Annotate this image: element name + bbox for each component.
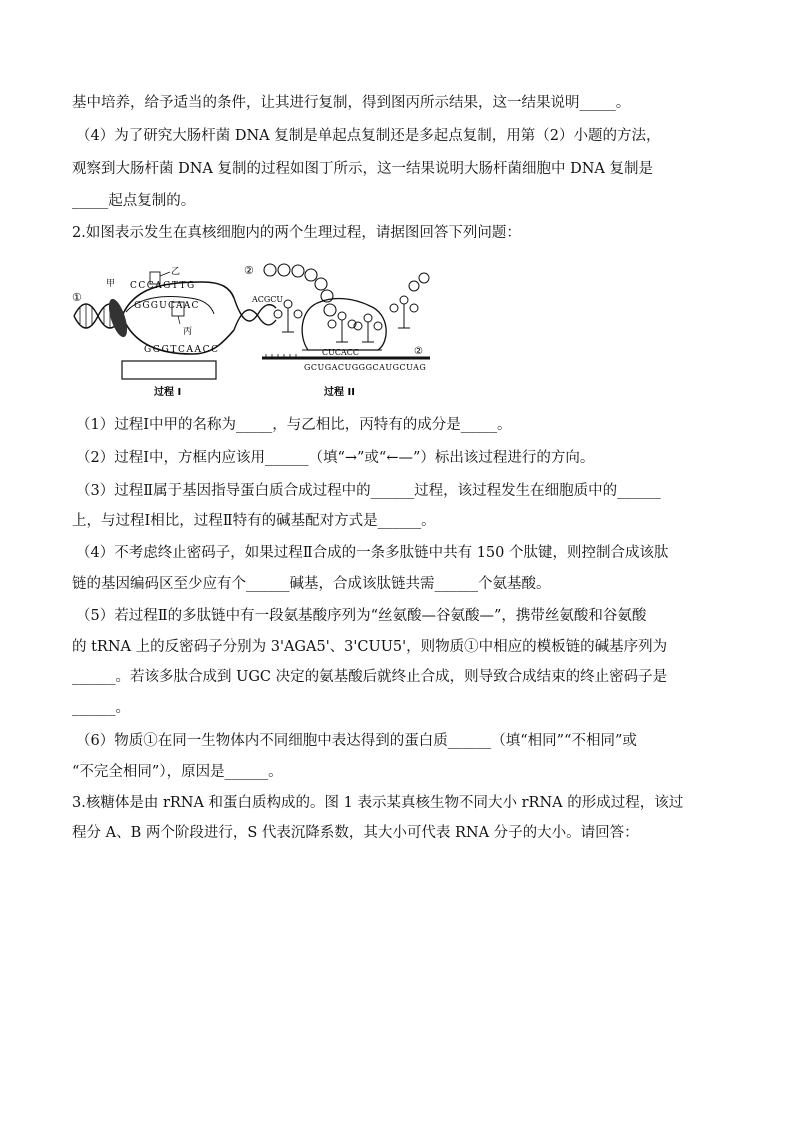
text-line-2: （4）为了研究大肠杆菌 DNA 复制是单起点复制还是多起点复制，用第（2）小题的方法， [76,128,661,144]
codon-sequence: CUCACC [322,348,360,357]
question-2-5-line-2: 的 tRNA 上的反密码子分别为 3'AGA5'、3'CUU5'，则物质①中相应的模板链的碱基序列为 [72,639,668,655]
question-3-line-1: 3.核糖体是由 rRNA 和蛋白质构成的。图 1 表示某真核生物不同大小 rRNA 的形成过程，该过 [72,795,684,811]
label-jia: 甲 [106,279,116,289]
question-2-5-line-1: （5）若过程Ⅱ的多肽链中有一段氨基酸序列为“丝氨酸—谷氨酸—”，携带丝氨酸和谷氨酸 [76,608,647,624]
caption-process-1: 过程 I [154,387,182,398]
caption-process-2: 过程 II [324,387,355,398]
label-yi: 乙 [171,267,181,277]
question-2-2: （2）过程Ⅰ中，方框内应该用______（填“→”或“←—”）标出该过程进行的方向。 [76,450,595,466]
label-1: ① [72,291,82,304]
right-sequence: ACGCU [252,295,284,304]
dna-bottom-sequence: GGGTCAACC [144,345,220,355]
question-2-6-line-2: “不完全相同”），原因是______。 [72,764,283,780]
question-2-3-line-1: （3）过程Ⅱ属于基因指导蛋白质合成过程中的______过程，该过程发生在细胞质中的______ [76,483,661,499]
text-line-1: 基中培养，给予适当的条件，让其进行复制，得到图丙所示结果，这一结果说明_____。 [72,95,631,111]
question-2-4-line-2: 链的基因编码区至少应有个______碱基，合成该肽链共需______个氨基酸。 [72,576,551,592]
label-2b: ② [414,346,423,357]
rna-sequence: GGGUCAAC [134,301,200,311]
dna-transcription-translation-figure [72,258,442,408]
label-2: ② [244,264,254,277]
question-2-intro: 2.如图表示发生在真核细胞内的两个生理过程，请据图回答下列问题： [72,225,521,241]
dna-top-sequence: CCCAGTTG [130,281,196,291]
question-2-4-line-1: （4）不考虑终止密码子，如果过程Ⅱ合成的一条多肽链中共有 150 个肽键，则控制合成该肽 [76,545,669,561]
question-2-3-line-2: 上，与过程Ⅰ相比，过程Ⅱ特有的碱基配对方式是______。 [72,513,436,529]
text-line-4: _____起点复制的。 [72,193,196,209]
question-2-1: （1）过程Ⅰ中甲的名称为_____，与乙相比，丙特有的成分是_____。 [76,417,512,433]
question-3-line-2: 程分 A、B 两个阶段进行，S 代表沉降系数，其大小可代表 RNA 分子的大小。请回答： [72,825,639,841]
text-line-3: 观察到大肠杆菌 DNA 复制的过程如图丁所示，这一结果说明大肠杆菌细胞中 DNA 复制是 [72,161,654,177]
label-bing: 丙 [183,327,193,337]
mrna-sequence: GCUGACUGGGCAUGCUAG [304,363,427,372]
question-2-5-line-4: ______。 [72,700,130,716]
question-2-6-line-1: （6）物质①在同一生物体内不同细胞中表达得到的蛋白质______（填“相同”“不相同”或 [76,733,637,749]
question-2-5-line-3: ______。若该多肽合成到 UGC 决定的氨基酸后就终止合成，则导致合成结束的终止密码子是 [72,669,668,685]
